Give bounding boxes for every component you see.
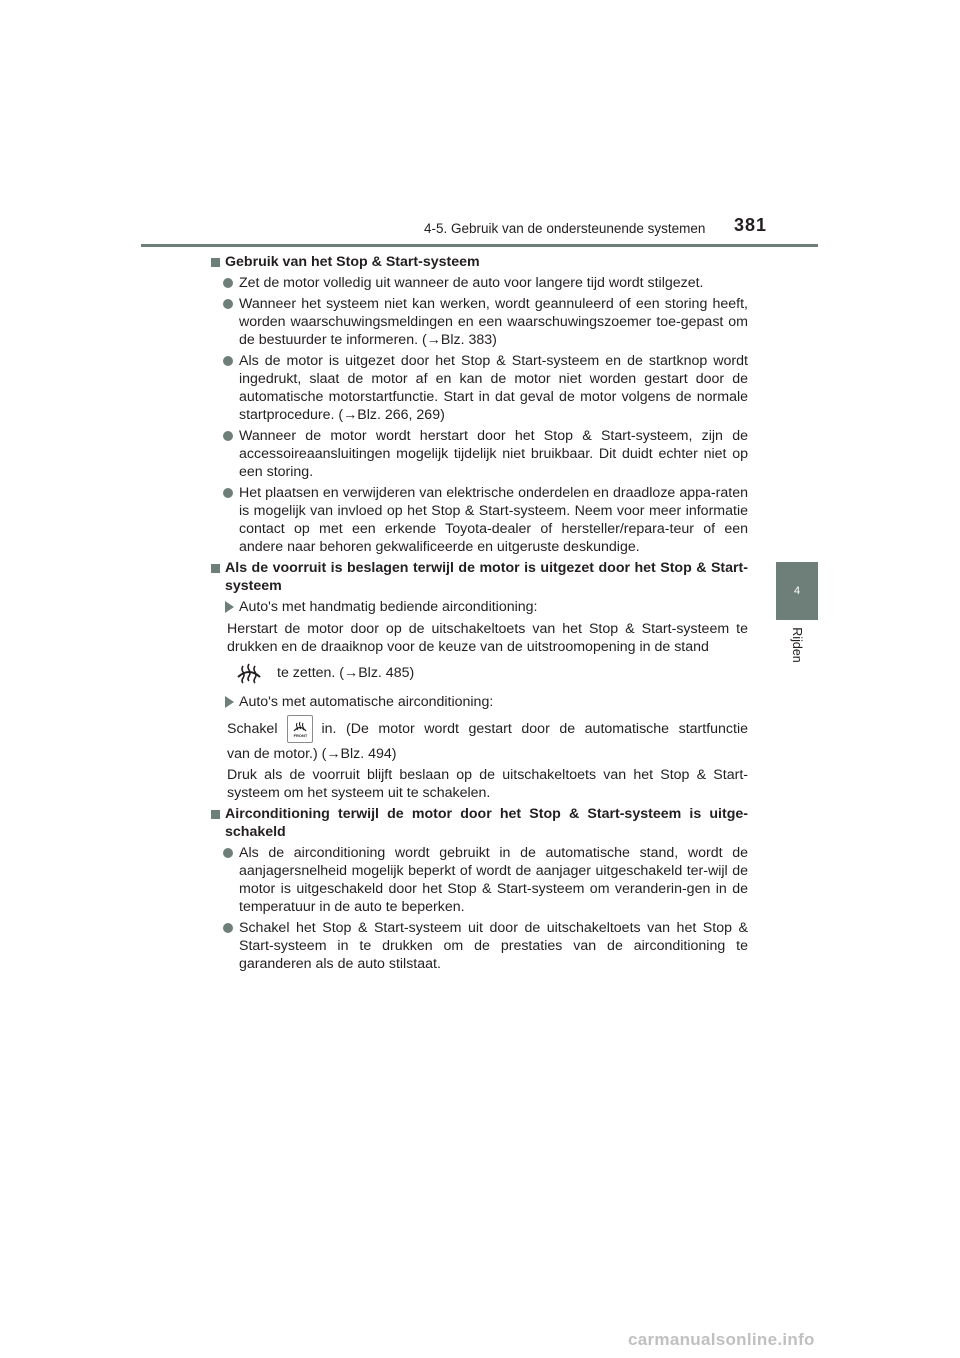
icon-line: te zetten. (→Blz. 485): [211, 659, 748, 687]
front-button-label: FRONT: [293, 732, 308, 738]
square-bullet-icon: [211, 258, 220, 267]
chapter-number: 4: [793, 585, 801, 597]
paragraph: van de motor.) (→Blz. 494): [227, 746, 397, 762]
chapter-tab[interactable]: [776, 562, 818, 620]
list-item: Als de airconditioning wordt gebruikt in de automatische stand, wordt de aanjagersnelheid mogelijk beperkt of wordt de aanjager uitgeschakeld ter-wijl de motor is uitgeschakeld door het Stop & Start-systeem om veranderin-gen in de temperatuur in de auto te beperken.: [211, 844, 748, 916]
section-heading: Airconditioning terwijl de motor door het Stop & Start-systeem is uitge-schakeld: [211, 805, 748, 841]
square-bullet-icon: [211, 564, 220, 573]
round-bullet-icon: [223, 848, 233, 858]
chapter-label-wrap: [776, 625, 818, 685]
front-defroster-button-icon: [287, 715, 313, 743]
sub-heading: Auto's met automatische airconditioning:: [211, 693, 748, 711]
round-bullet-icon: [223, 488, 233, 498]
list-item: Als de motor is uitgezet door het Stop & Start-systeem en de startknop wordt ingedrukt, slaat de motor af en kan de motor niet worden gestart door de automatische motorstartfunctie. Start in dat geval de motor volgens de normale startprocedure. (→Blz. 266, 269): [211, 352, 748, 424]
round-bullet-icon: [223, 923, 233, 933]
round-bullet-icon: [223, 356, 233, 366]
triangle-arrow-icon: [225, 601, 234, 613]
section-heading: Gebruik van het Stop & Start-systeem: [211, 253, 748, 271]
sub-heading: Auto's met handmatig bediende airconditioning:: [211, 598, 748, 616]
paragraph: Herstart de motor door op de uitschakeltoets van het Stop & Start-systeem te drukken en de draaiknop voor de keuze van de uitstroomopening in de stand: [227, 621, 748, 655]
round-bullet-icon: [223, 278, 233, 288]
list-item: Wanneer het systeem niet kan werken, wordt geannuleerd of een storing heeft, worden waarschuwingsmeldingen en een waarschuwingszoemer toe-gepast om de bestuurder te informeren. (→Blz. 383): [211, 295, 748, 349]
page-content: [211, 253, 748, 976]
round-bullet-icon: [223, 299, 233, 309]
list-item: Schakel het Stop & Start-systeem uit door de uitschakeltoets van het Stop & Start-systeem in te drukken om de prestaties van de airconditioning te garanderen als de auto stilstaat.: [211, 919, 748, 973]
round-bullet-icon: [223, 431, 233, 441]
page-number: 381: [734, 215, 768, 235]
watermark: carmanualsonline.info: [628, 1330, 815, 1349]
section-heading: Als de voorruit is beslagen terwijl de motor is uitgezet door het Stop & Start-systeem: [211, 559, 748, 595]
section-title: 4-5. Gebruik van de ondersteunende systemen: [424, 221, 706, 236]
chapter-label: Rijden: [790, 627, 804, 663]
paragraph: Druk als de voorruit blijft beslaan op de uitschakeltoets van het Stop & Start-systeem om het systeem uit te schakelen.: [227, 767, 748, 801]
list-item: Het plaatsen en verwijderen van elektrische onderdelen en draadloze appa-raten is mogelijk van invloed op het Stop & Start-systeem. Neem voor meer informatie contact op met een erkende Toyota-dealer of hersteller/repara-teur of een andere naar behoren gekwalificeerde en uitgeruste deskundige.: [211, 484, 748, 556]
header-divider: [141, 244, 818, 247]
list-item: Wanneer de motor wordt herstart door het Stop & Start-systeem, zijn de accessoireaansluitingen mogelijk tijdelijk niet bruikbaar. Dit duidt echter niet op een storing.: [211, 427, 748, 481]
front-defroster-icon: [235, 659, 263, 687]
list-item: Zet de motor volledig uit wanneer de auto voor langere tijd wordt stilgezet.: [211, 274, 748, 292]
square-bullet-icon: [211, 810, 220, 819]
icon-line: Schakel FRONT in. (De motor wordt gestart door de automatische startfunctie: [211, 715, 748, 743]
triangle-arrow-icon: [225, 696, 234, 708]
